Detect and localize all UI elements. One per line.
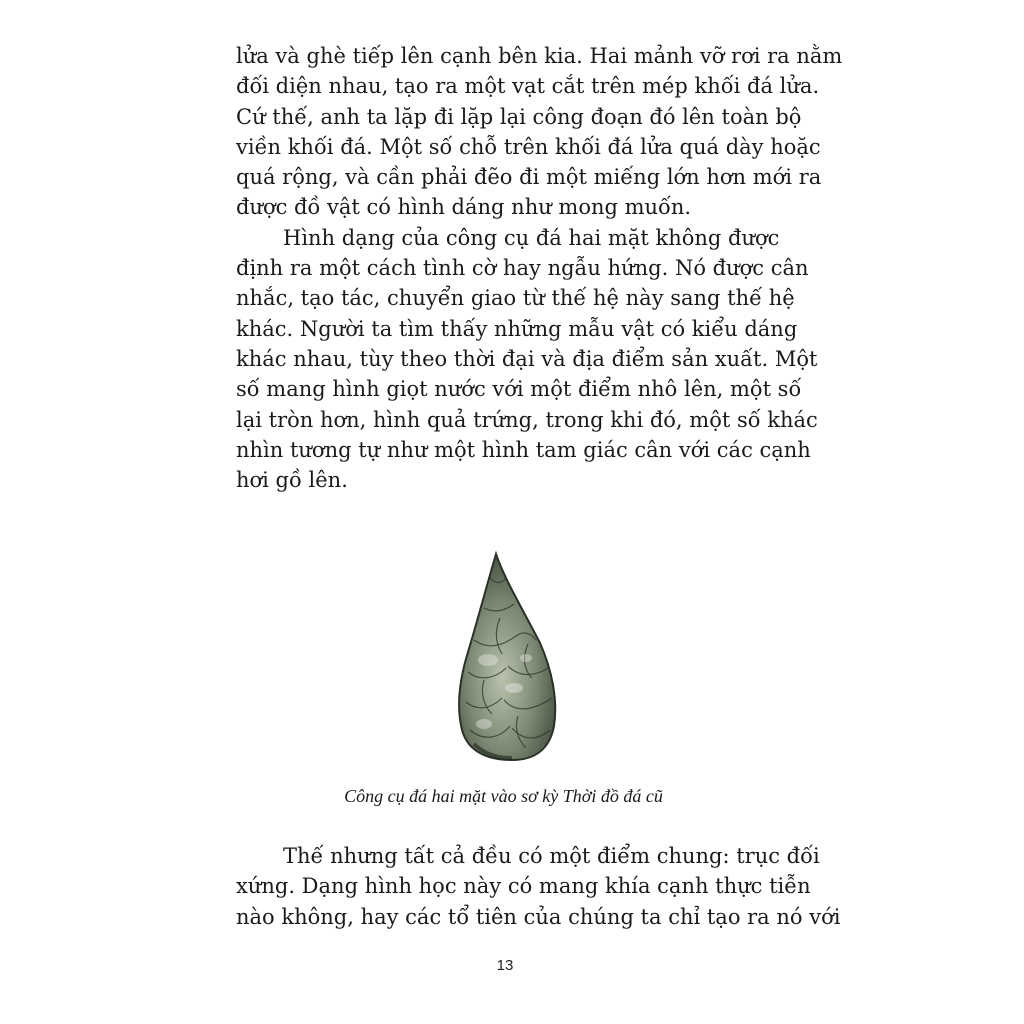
text-line: Thế nhưng tất cả đều có một điểm chung: trục đối [283,844,820,868]
hand-axe-illustration [444,548,574,778]
paragraph-1 [236,41,843,223]
text-line: hơi gồ lên. [236,468,348,493]
text-line: quá rộng, và cần phải đẽo đi một miếng lớn hơn mới ra [236,165,822,190]
paragraph-2 [236,223,818,496]
figure-caption: Công cụ đá hai mặt vào sơ kỳ Thời đồ đá cũ [344,786,663,806]
text-line: khác. Người ta tìm thấy những mẫu vật có kiểu dáng [236,316,798,341]
text-line: xứng. Dạng hình học này có mang khía cạnh thực tiễn [236,874,811,899]
paragraph-3 [236,841,841,932]
text-line: lửa và ghè tiếp lên cạnh bên kia. Hai mảnh vỡ rơi ra nằm [236,44,843,68]
text-line: nhìn tương tự như một hình tam giác cân với các cạnh [236,437,811,462]
page-number: 13 [496,957,514,974]
text-line: định ra một cách tình cờ hay ngẫu hứng. Nó được cân [236,256,809,281]
text-line: được đồ vật có hình dáng như mong muốn. [236,195,692,220]
text-line: lại tròn hơn, hình quả trứng, trong khi đó, một số khác [236,407,818,432]
text-line: Hình dạng của công cụ đá hai mặt không được [283,225,780,250]
text-line: khác nhau, tùy theo thời đại và địa điểm sản xuất. Một [236,346,818,371]
text-line: Cứ thế, anh ta lặp đi lặp lại công đoạn đó lên toàn bộ [236,104,802,129]
text-line: nhắc, tạo tác, chuyển giao từ thế hệ này sang thế hệ [236,286,795,311]
text-line: đối diện nhau, tạo ra một vạt cắt trên mép khối đá lửa. [236,74,820,99]
text-line: số mang hình giọt nước với một điểm nhô lên, một số [236,377,802,402]
text-column-bottom [236,841,841,932]
text-line: viền khối đá. Một số chỗ trên khối đá lửa quá dày hoặc [236,134,821,159]
text-column-top [236,41,843,495]
text-line: nào không, hay các tổ tiên của chúng ta chỉ tạo ra nó với [236,904,841,929]
hand-axe-image [444,548,574,778]
